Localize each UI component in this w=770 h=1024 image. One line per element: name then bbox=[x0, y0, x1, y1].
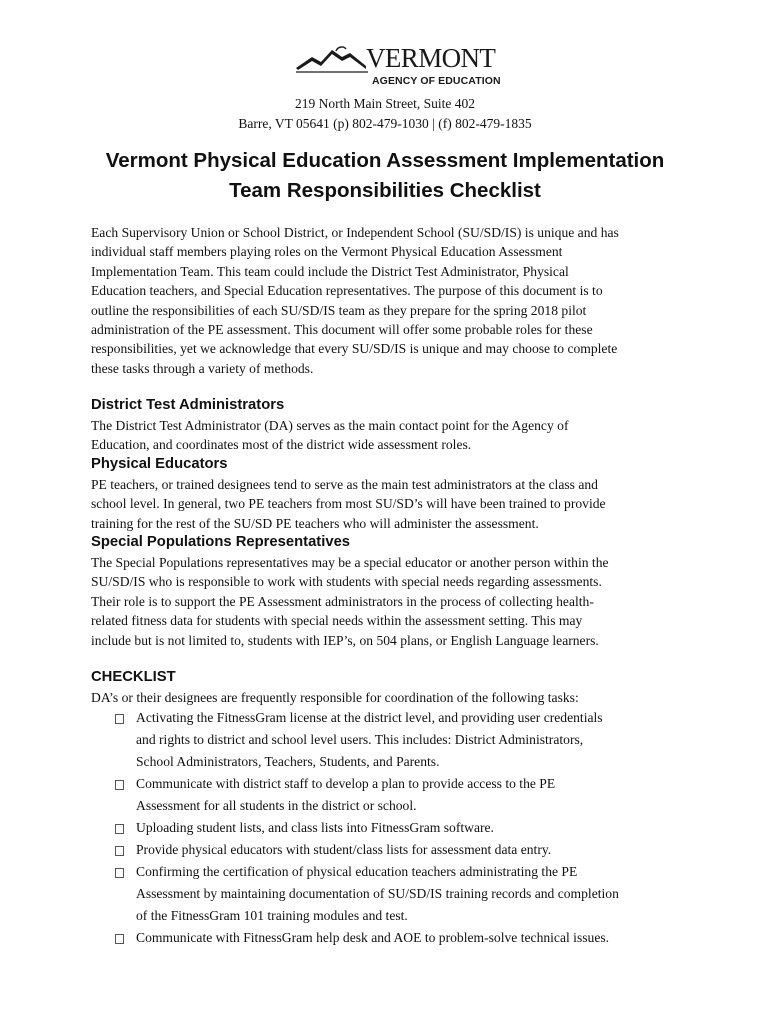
vermont-aoe-logo bbox=[296, 43, 501, 90]
intro-paragraph bbox=[91, 223, 691, 378]
logo-agency-name: AGENCY OF EDUCATION bbox=[372, 75, 501, 87]
checklist-intro bbox=[91, 688, 691, 707]
logo-wordmark: VERMONT bbox=[366, 43, 496, 73]
intro-line: Education teachers, and Special Education representatives. The purpose of this document is to bbox=[91, 283, 603, 299]
section-line: SU/SD/IS who is responsible to work with students with special needs regarding assessments. bbox=[91, 574, 602, 590]
section-line: The Special Populations representatives may be a special educator or another person within the bbox=[91, 555, 609, 570]
intro-line: these tasks through a variety of methods. bbox=[91, 360, 314, 376]
checklist-item-checkbox[interactable] bbox=[115, 714, 124, 724]
intro-line: Each Supervisory Union or School District, or Independent School (SU/SD/IS) is unique and has bbox=[91, 225, 619, 240]
section-body-physical-educators bbox=[91, 475, 691, 533]
section-body-district-test-administrators bbox=[91, 416, 691, 455]
checklist-item-line: Communicate with FitnessGram help desk and AOE to problem-solve technical issues. bbox=[136, 930, 610, 945]
checklist-item-line: Confirming the certification of physical education teachers administrating the PE bbox=[136, 864, 578, 879]
intro-line: Implementation Team. This team could include the District Test Administrator, Physical bbox=[91, 263, 569, 279]
checklist-item-line: School Administrators, Teachers, Students, and Parents. bbox=[136, 754, 440, 769]
document-title-line-1: Vermont Physical Education Assessment Implementation bbox=[105, 149, 665, 172]
address-line-1: 219 North Main Street, Suite 402 bbox=[295, 96, 475, 111]
checklist-item-line: Assessment by maintaining documentation of SU/SD/IS training records and completion bbox=[136, 886, 619, 901]
section-heading-physical-educators: Physical Educators bbox=[91, 456, 228, 472]
checklist-item-line: Assessment for all students in the district or school. bbox=[136, 798, 417, 813]
checklist-item-line: Activating the FitnessGram license at the district level, and providing user credentials bbox=[136, 710, 603, 725]
checklist-intro-line: DA’s or their designees are frequently responsible for coordination of the following tasks: bbox=[91, 690, 579, 705]
address-line-2: Barre, VT 05641 (p) 802-479-1030 | (f) 802-479-1835 bbox=[238, 116, 532, 131]
section-line: training for the rest of the SU/SD PE teachers who will administer the assessment. bbox=[91, 515, 539, 531]
checklist-item-checkbox[interactable] bbox=[115, 780, 124, 790]
checklist-item-line: and rights to district and school level users. This includes: District Administrators, bbox=[136, 732, 584, 747]
section-body-special-populations bbox=[91, 553, 691, 650]
document-title-line-2: Team Responsibilities Checklist bbox=[229, 179, 541, 202]
checklist-item-line: of the FitnessGram 101 training modules and test. bbox=[136, 908, 408, 923]
section-line: The District Test Administrator (DA) serves as the main contact point for the Agency of bbox=[91, 418, 569, 433]
intro-line: administration of the PE assessment. This document will offer some probable roles for these bbox=[91, 321, 593, 337]
section-line: Education, and coordinates most of the district wide assessment roles. bbox=[91, 437, 472, 453]
checklist-item-line: Provide physical educators with student/class lists for assessment data entry. bbox=[136, 842, 552, 857]
section-line: school level. In general, two PE teachers from most SU/SD’s will have been trained to provide bbox=[91, 496, 606, 512]
section-heading-special-populations: Special Populations Representatives bbox=[91, 534, 351, 550]
checklist-item-line: Uploading student lists, and class lists into FitnessGram software. bbox=[136, 820, 494, 835]
section-line: PE teachers, or trained designees tend to serve as the main test administrators at the class and bbox=[91, 477, 598, 492]
checklist-item-checkbox[interactable] bbox=[115, 934, 124, 944]
checklist-item-checkbox[interactable] bbox=[115, 824, 124, 834]
intro-line: responsibilities, yet we acknowledge that every SU/SD/IS is unique and may choose to complete bbox=[91, 341, 618, 357]
mountain-logo-icon bbox=[296, 44, 376, 74]
checklist-heading: CHECKLIST bbox=[91, 669, 176, 685]
checklist-item-line: Communicate with district staff to develop a plan to provide access to the PE bbox=[136, 776, 556, 791]
intro-line: individual staff members playing roles on the Vermont Physical Education Assessment bbox=[91, 244, 563, 260]
section-heading-district-test-administrators: District Test Administrators bbox=[91, 397, 285, 413]
intro-line: outline the responsibilities of each SU/SD/IS team as they prepare for the spring 2018 pilot bbox=[91, 302, 587, 318]
checklist-item-checkbox[interactable] bbox=[115, 846, 124, 856]
section-line: include but is not limited to, students with IEP’s, on 504 plans, or English Language learners. bbox=[91, 632, 599, 648]
section-line: related fitness data for students with special needs within the assessment setting. This may bbox=[91, 613, 583, 629]
checklist-item-checkbox[interactable] bbox=[115, 868, 124, 878]
section-line: Their role is to support the PE Assessment administrators in the process of collecting health- bbox=[91, 593, 594, 609]
